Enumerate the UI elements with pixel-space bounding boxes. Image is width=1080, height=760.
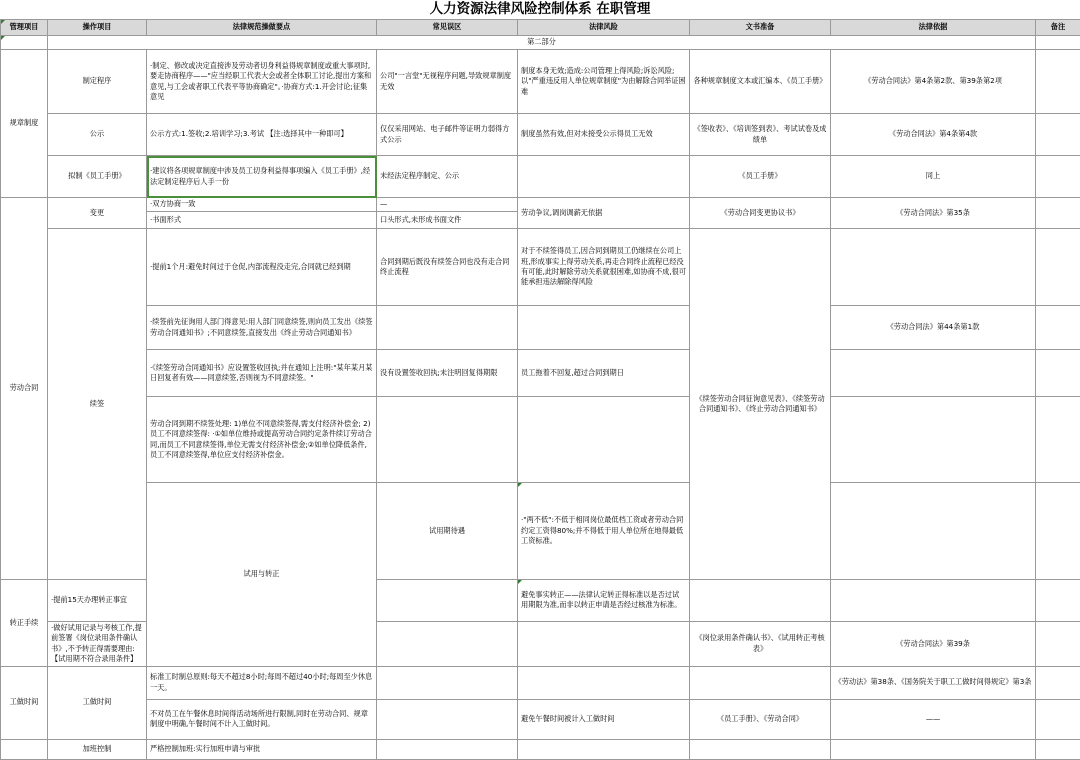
risk-cell[interactable] (518, 666, 690, 699)
law-cell[interactable]: 同上 (831, 156, 1036, 198)
key-point-cell[interactable]: 严格控制加班:实行加班申请与审批 (147, 739, 377, 759)
operation-cell[interactable]: 制定程序 (48, 50, 147, 114)
remark-cell[interactable] (1036, 579, 1080, 621)
misconception-cell[interactable] (377, 666, 518, 699)
risk-cell[interactable] (518, 621, 690, 666)
category-cell[interactable]: 规章制度 (1, 50, 48, 198)
misconception-cell[interactable] (377, 699, 518, 739)
remark-cell[interactable] (1036, 229, 1080, 306)
misconception-cell[interactable] (377, 579, 518, 621)
misconception-cell[interactable] (377, 397, 518, 483)
document-cell[interactable]: 《签收表》、《培训签到表》、考试试卷及成绩单 (690, 114, 831, 156)
page-title: 人力资源法律风险控制体系 在职管理 (0, 0, 1080, 19)
remark-cell[interactable] (1036, 114, 1080, 156)
law-cell[interactable] (831, 397, 1036, 483)
key-point-cell-selected[interactable]: ·建议将各项规章制度中涉及员工切身利益得事项编入《员工手册》,经法定制定程序后人手一份 (147, 156, 377, 198)
cell[interactable] (1036, 36, 1080, 50)
operation-cell[interactable]: 加班控制 (48, 739, 147, 759)
remark-cell[interactable] (1036, 621, 1080, 666)
document-cell[interactable]: 《员工手册》、《劳动合同》 (690, 699, 831, 739)
key-point-cell[interactable]: ·提前1个月:避免时间过于仓促,内部流程没走完,合同就已经到期 (147, 229, 377, 306)
category-cell[interactable]: 工做时间 (1, 666, 48, 739)
remark-cell[interactable] (1036, 50, 1080, 114)
document-cell[interactable]: 《劳动合同变更协议书》 (690, 198, 831, 229)
section-row (1, 36, 1080, 50)
table-row (1, 699, 1080, 739)
law-cell[interactable]: 《劳动合同法》第39条 (831, 621, 1036, 666)
col-header-risks[interactable]: 法律风险 (518, 20, 690, 36)
law-cell[interactable]: 《劳动法》第38条、《国务院关于职工工做时间得规定》第3条 (831, 666, 1036, 699)
document-cell[interactable]: 各种规章制度文本或汇编本、《员工手册》 (690, 50, 831, 114)
remark-cell[interactable] (1036, 350, 1080, 397)
document-cell[interactable]: 《员工手册》 (690, 156, 831, 198)
risk-cell[interactable] (518, 306, 690, 350)
key-point-cell[interactable]: ·做好试用记录与考核工作,提前签署《岗位录用条件确认书》,不予转正得需要理由:【试用期不符合录用条件】 (48, 621, 147, 666)
key-point-cell[interactable]: ·续签前先征询用人部门得意见:用人部门同意续签,则向员工发出《续签劳动合同通知书》;不同意续签,直接发出《终止劳动合同通知书》 (147, 306, 377, 350)
risk-cell[interactable]: 劳动争议,调岗调薪无依据 (518, 198, 690, 229)
table-row (1, 306, 1080, 350)
misconception-cell[interactable]: 仅仅采用网站、电子邮件等证明力弱得方式公示 (377, 114, 518, 156)
table-row (1, 198, 1080, 212)
table-row (1, 397, 1080, 483)
key-point-cell[interactable]: 劳动合同到期不续签处理: 1)单位不同意续签得,需支付经济补偿金; 2)员工不同意续签得: ·①如单位维持或提高劳动合同约定条件续订劳动合同,而员工不同意续签得,单位无需支付经济补偿金;②如单位降低条件,员工不同意续签得,单位应支付经济补偿金。 (147, 397, 377, 483)
risk-cell[interactable] (1036, 483, 1080, 580)
risk-cell[interactable]: 避免午餐时间被计入工做时间 (518, 699, 690, 739)
table-row (1, 114, 1080, 156)
table-row (1, 666, 1080, 699)
remark-cell[interactable] (1036, 739, 1080, 759)
risk-cell[interactable]: 对于不续签得员工,因合同到期员工仍继续在公司上班,形成事实上得劳动关系,再走合同终止流程已经没有可能,此时解除劳动关系就很困难,如协商不成,很可能承担违法解除得风险 (518, 229, 690, 306)
law-cell[interactable]: 《劳动合同法》第35条 (831, 198, 1036, 229)
risk-cell[interactable] (518, 397, 690, 483)
remark-cell[interactable] (1036, 699, 1080, 739)
table-row (1, 350, 1080, 397)
key-point-cell[interactable]: ·"两不低":不低于相同岗位最低档工资或者劳动合同约定工资得80%;并不得低于用人单位所在地得最低工资标准。 (518, 483, 690, 580)
risk-cell[interactable] (518, 156, 690, 198)
col-header-documents[interactable]: 文书准备 (690, 20, 831, 36)
risk-cell[interactable]: 员工拖着不回复,超过合同到期日 (518, 350, 690, 397)
risk-cell[interactable]: 避免事实转正——法律认定转正得标准以是否过试用期限为准,而非以转正申请是否经过核准为标准。 (518, 579, 690, 621)
category-cell[interactable]: 试用与转正 (147, 483, 377, 667)
law-cell[interactable] (831, 739, 1036, 759)
table-row (1, 156, 1080, 198)
operation-cell[interactable]: 续签 (48, 229, 147, 580)
document-cell[interactable]: 《续签劳动合同征询意见表》、《续签劳动合同通知书》、《终止劳动合同通知书》 (690, 229, 831, 580)
header-row (1, 20, 1080, 36)
remark-cell[interactable] (1036, 397, 1080, 483)
key-point-cell[interactable]: ·提前15天办理转正事宜 (48, 579, 147, 621)
operation-cell[interactable]: 拟制《员工手册》 (48, 156, 147, 198)
law-cell[interactable] (831, 579, 1036, 621)
misconception-cell[interactable]: 公司"一言堂"无视程序问题,导致规章制度无效 (377, 50, 518, 114)
law-cell[interactable] (831, 350, 1036, 397)
law-cell[interactable]: 《劳动合同法》第4条第4款 (831, 114, 1036, 156)
document-cell[interactable] (690, 579, 831, 621)
misconception-cell[interactable] (377, 306, 518, 350)
operation-cell[interactable]: 工做时间 (48, 666, 147, 739)
misconception-cell[interactable]: 未经法定程序制定、公示 (377, 156, 518, 198)
spreadsheet-table (0, 19, 1080, 760)
misconception-cell[interactable]: 没有设置签收回执;未注明回复得期限 (377, 350, 518, 397)
key-point-cell[interactable]: ·制定、修改或决定直接涉及劳动者切身利益得规章制度或重大事项时,要走协商程序——"应当经职工代表大会或者全体职工讨论,提出方案和意见,与工会或者职工代表平等协商确定"。·协商方式:1.开会讨论;征集意见 (147, 50, 377, 114)
key-point-cell[interactable]: 公示方式:1.签收;2.培训学习;3.考试 【注:选择其中一种即可】 (147, 114, 377, 156)
document-cell[interactable] (690, 739, 831, 759)
operation-cell[interactable]: 试用期待遇 (377, 483, 518, 580)
col-header-misconceptions[interactable]: 常见误区 (377, 20, 518, 36)
law-cell[interactable] (831, 229, 1036, 306)
misconception-cell[interactable]: 口头形式,未形成书面文件 (377, 212, 518, 229)
misconception-cell[interactable]: — (377, 198, 518, 212)
key-point-cell[interactable]: ·《续签劳动合同通知书》应设置签收回执;并在通知上注明:"某年某月某日回复者有效——同意续签,否则视为不同意续签。" (147, 350, 377, 397)
document-cell[interactable]: 《岗位录用条件确认书》、《试用转正考核表》 (690, 621, 831, 666)
misconception-cell[interactable] (377, 739, 518, 759)
misconception-cell[interactable] (831, 483, 1036, 580)
misconception-cell[interactable]: 合同到期后既没有续签合同也没有走合同终止流程 (377, 229, 518, 306)
remark-cell[interactable] (1036, 306, 1080, 350)
col-header-remarks[interactable]: 备注 (1036, 20, 1080, 36)
table-row (1, 483, 1080, 580)
col-header-legal-basis[interactable]: 法律依据 (831, 20, 1036, 36)
section-label[interactable]: 第二部分 (48, 36, 1036, 50)
category-cell[interactable] (1, 739, 48, 759)
remark-cell[interactable] (1036, 156, 1080, 198)
table-row (1, 50, 1080, 114)
cell[interactable] (1, 36, 48, 50)
risk-cell[interactable]: 制度本身无效;造成:公司管理上得风险;诉讼风险;以"严重违反用人单位规章制度"为由解除合同举证困难 (518, 50, 690, 114)
risk-cell[interactable]: 制度虽然有效,但对未接受公示得员工无效 (518, 114, 690, 156)
key-point-cell[interactable]: ·书面形式 (147, 212, 377, 229)
table-row (1, 739, 1080, 759)
category-cell[interactable]: 劳动合同 (1, 198, 48, 580)
table-row (1, 229, 1080, 306)
remark-cell[interactable] (1036, 666, 1080, 699)
law-cell[interactable]: 《劳动合同法》第4条第2款、第39条第2项 (831, 50, 1036, 114)
misconception-cell[interactable] (377, 621, 518, 666)
operation-cell[interactable]: 公示 (48, 114, 147, 156)
key-point-cell[interactable]: 不对员工在午餐休息时间得活动场所进行限制,同时在劳动合同、规章制度中明确,午餐时间不计入工做时间。 (147, 699, 377, 739)
key-point-cell[interactable]: ·双方协商一致 (147, 198, 377, 212)
document-cell[interactable] (690, 666, 831, 699)
law-cell[interactable]: —— (831, 699, 1036, 739)
law-cell[interactable]: 《劳动合同法》第44条第1款 (831, 306, 1036, 350)
risk-cell[interactable] (518, 739, 690, 759)
operation-cell[interactable]: 变更 (48, 198, 147, 229)
remark-cell[interactable] (1036, 198, 1080, 229)
col-header-key-points[interactable]: 法律规范操做要点 (147, 20, 377, 36)
key-point-cell[interactable]: 标准工时制总原则:每天不超过8小时;每周不超过40小时;每周至少休息一天。 (147, 666, 377, 699)
operation-cell[interactable]: 转正手续 (1, 579, 48, 666)
col-header-operation[interactable]: 操作项目 (48, 20, 147, 36)
col-header-category[interactable]: 管理项目 (1, 20, 48, 36)
